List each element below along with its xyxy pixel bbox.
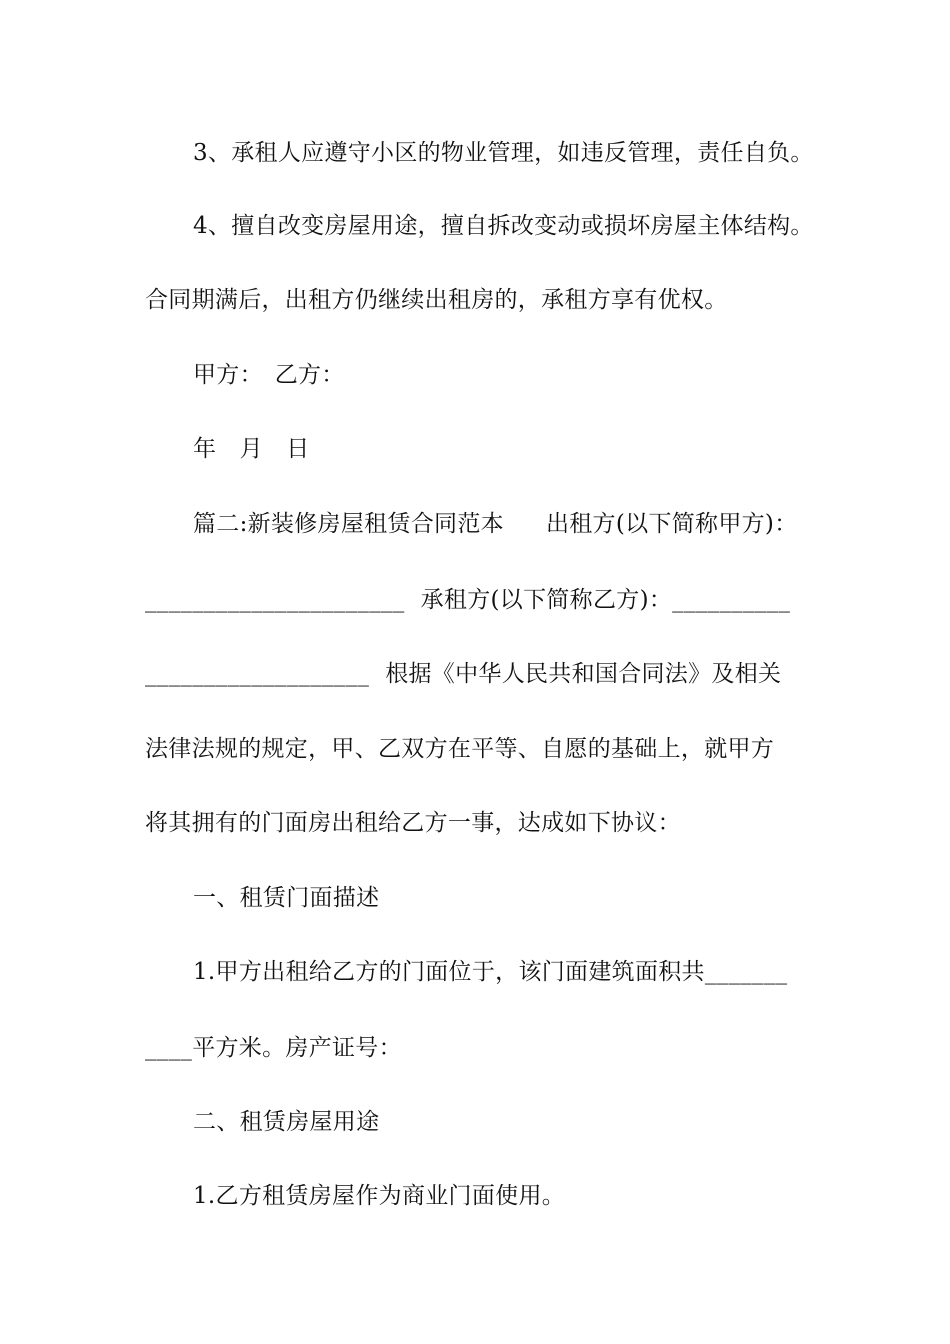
item-1-1-cont-line bbox=[145, 1033, 815, 1063]
blank-field: ___________________ bbox=[145, 661, 370, 687]
section-title-line bbox=[193, 509, 863, 539]
section-heading: 二、租赁房屋用途 bbox=[193, 1109, 380, 1135]
text-line: 年 月 日 bbox=[193, 436, 310, 462]
section-title: 篇二:新装修房屋租赁合同范本 bbox=[193, 511, 504, 537]
clause-3-line bbox=[193, 138, 863, 168]
lessor-label: 出租方(以下简称甲方)： bbox=[545, 511, 798, 537]
date-line bbox=[193, 434, 863, 464]
clause-4-line bbox=[193, 211, 863, 241]
text-line: 3、承租人应遵守小区的物业管理，如违反管理，责任自负。 bbox=[193, 140, 814, 166]
text-line: 4、擅自改变房屋用途，擅自拆改变动或损坏房屋主体结构。 bbox=[193, 213, 814, 239]
text-line: 根据《中华人民共和国合同法》及相关 bbox=[385, 661, 782, 687]
text-line: 合同期满后，出租方仍继续出租房的，承租方享有优权。 bbox=[145, 287, 728, 313]
text-line: ____平方米。房产证号： bbox=[145, 1035, 402, 1061]
basis-line bbox=[145, 659, 815, 689]
item-1-1-line bbox=[193, 957, 863, 987]
lessee-label: 承租方(以下简称乙方)：__________ bbox=[420, 587, 791, 613]
item-2-1-line bbox=[193, 1181, 863, 1211]
text-line: 甲方： 乙方： bbox=[193, 362, 345, 388]
text-line: 法律法规的规定，甲、乙双方在平等、自愿的基础上，就甲方 bbox=[145, 736, 775, 762]
basis-cont-line bbox=[145, 734, 815, 764]
text-line: 1.甲方出租给乙方的门面位于，该门面建筑面积共_______ bbox=[193, 959, 788, 985]
heading-1-line bbox=[193, 883, 863, 913]
lessee-line bbox=[145, 585, 815, 615]
text-line: 将其拥有的门面房出租给乙方一事，达成如下协议： bbox=[145, 810, 681, 836]
heading-2-line bbox=[193, 1107, 863, 1137]
renewal-line bbox=[145, 285, 815, 315]
agreement-line bbox=[145, 808, 815, 838]
signature-parties-line bbox=[193, 360, 863, 390]
text-line: 1.乙方租赁房屋作为商业门面使用。 bbox=[193, 1183, 566, 1209]
section-heading: 一、租赁门面描述 bbox=[193, 885, 380, 911]
blank-field: ______________________ bbox=[145, 587, 405, 613]
